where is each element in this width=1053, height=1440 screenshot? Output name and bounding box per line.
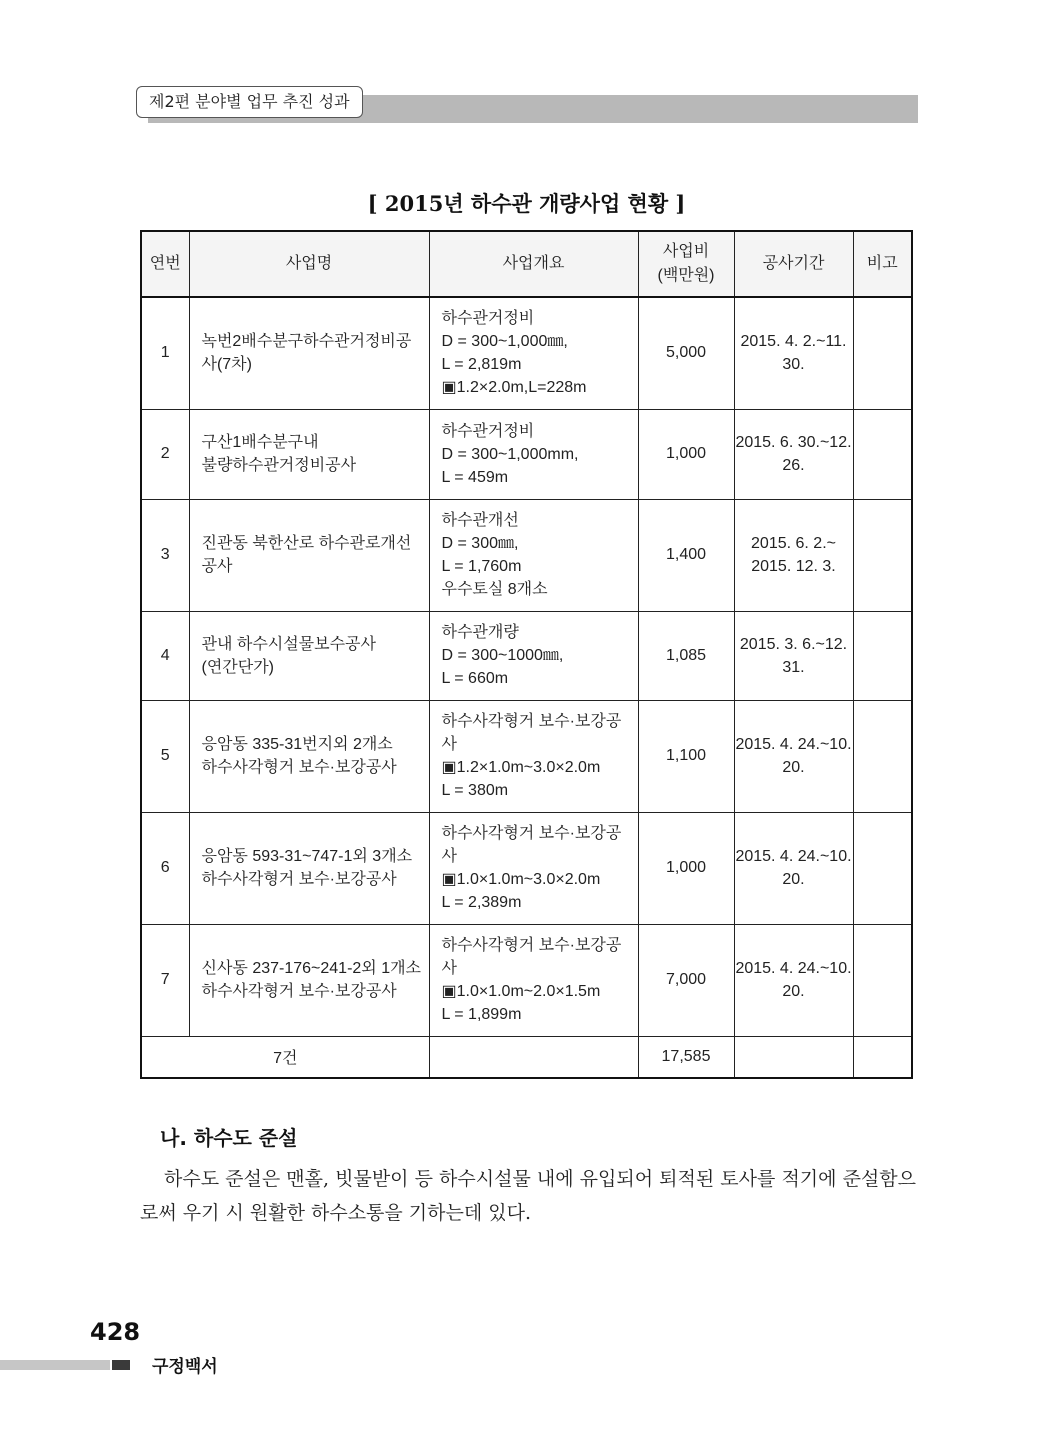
name-line: 신사동 237-176~241-2외 1개소	[201, 960, 422, 977]
desc-line: L = 380m	[441, 782, 509, 799]
cell-period	[734, 812, 853, 924]
section-label: 제2편 분야별 업무 추진 성과	[136, 86, 363, 118]
cell-name	[189, 499, 429, 611]
desc-line: L = 1,760m	[441, 558, 522, 575]
desc-line: L = 1,899m	[441, 1006, 522, 1023]
total-desc-empty	[429, 1036, 638, 1078]
desc-line: D = 300~1,000㎜,	[441, 333, 568, 351]
cell-cost: 1,100	[638, 700, 734, 812]
section-heading: 나. 하수도 준설	[160, 1126, 298, 1150]
cell-name	[189, 409, 429, 499]
name-line: 녹번2배수분구하수관거정비공	[201, 333, 412, 351]
cell-cost: 1,085	[638, 611, 734, 700]
table-title: [ 2015년 하수관 개량사업 현황 ]	[367, 191, 686, 216]
table-row	[141, 409, 912, 499]
period-line: 30.	[782, 356, 805, 374]
table-row	[141, 611, 912, 700]
cell-note	[853, 611, 912, 700]
cell-cost: 1,400	[638, 499, 734, 611]
cell-name	[189, 611, 429, 700]
name-line: 응암동 593-31~747-1외 3개소	[201, 848, 413, 865]
cell-no: 4	[141, 611, 189, 700]
desc-line: 사	[441, 848, 457, 865]
desc-line: 하수관거정비	[441, 422, 535, 440]
header-cost-line2: (백만원)	[657, 267, 715, 284]
table-total-row	[141, 1036, 912, 1078]
period-line: 2015. 6. 2.~	[751, 535, 836, 552]
period-line: 31.	[782, 658, 805, 676]
cell-note	[853, 700, 912, 812]
cell-desc	[429, 700, 638, 812]
cell-period	[734, 611, 853, 700]
period-line: 20.	[782, 759, 805, 776]
cell-no: 2	[141, 409, 189, 499]
name-line: 구산1배수분구내	[201, 434, 319, 451]
cell-note	[853, 812, 912, 924]
name-line: (연간단가)	[201, 658, 274, 676]
desc-line: D = 300~1,000mm,	[441, 445, 579, 463]
cell-period	[734, 409, 853, 499]
period-line: 2015. 4. 24.~10.	[735, 736, 852, 753]
header-period: 공사기간	[734, 231, 853, 297]
table-row	[141, 499, 912, 611]
name-line: 하수사각형거 보수·보강공사	[201, 983, 397, 1000]
total-count: 7건	[141, 1036, 429, 1078]
name-line: 하수사각형거 보수·보강공사	[201, 759, 397, 776]
cell-cost: 7,000	[638, 924, 734, 1036]
name-line: 사(7차)	[201, 356, 252, 374]
desc-line: ▣1.0×1.0m~3.0×2.0m	[441, 871, 601, 888]
cell-name	[189, 924, 429, 1036]
desc-line: L = 660m	[441, 670, 509, 687]
table-row	[141, 700, 912, 812]
header-cost	[638, 231, 734, 297]
desc-line: ▣1.2×1.0m~3.0×2.0m	[441, 759, 601, 776]
table-row	[141, 812, 912, 924]
desc-line: L = 2,389m	[441, 894, 522, 911]
book-title: 구정백서	[152, 1357, 218, 1377]
page-number: 428	[90, 1318, 141, 1346]
cell-name	[189, 700, 429, 812]
cell-desc	[429, 297, 638, 409]
cell-desc	[429, 611, 638, 700]
desc-line: D = 300㎜,	[441, 535, 519, 552]
cell-name	[189, 812, 429, 924]
cell-desc	[429, 499, 638, 611]
total-cost: 17,585	[638, 1036, 734, 1078]
header-desc: 사업개요	[429, 231, 638, 297]
cell-note	[853, 924, 912, 1036]
desc-line: 하수관거정비	[441, 310, 535, 328]
name-line: 하수사각형거 보수·보강공사	[201, 871, 397, 888]
period-line: 2015. 4. 24.~10.	[735, 960, 852, 977]
paragraph-text: 하수도 준설은 맨홀, 빗물받이 등 하수시설물 내에 유입되어 퇴적된 토사를 적기에 준설함으로써 우기 시 원활한 하수소통을 기하는데 있다.	[140, 1168, 916, 1224]
table-row	[141, 924, 912, 1036]
period-line: 20.	[782, 983, 805, 1000]
period-line: 2015. 4. 2.~11.	[740, 333, 847, 351]
footer-square	[112, 1360, 130, 1370]
desc-line: L = 2,819m	[441, 356, 522, 374]
cell-no: 7	[141, 924, 189, 1036]
desc-line: 우수토실 8개소	[441, 581, 548, 598]
desc-line: 하수사각형거 보수·보강공	[441, 713, 622, 730]
total-note-empty	[853, 1036, 912, 1078]
cell-period	[734, 297, 853, 409]
desc-line: 사	[441, 736, 457, 753]
cell-cost: 5,000	[638, 297, 734, 409]
desc-line: ▣1.0×1.0m~2.0×1.5m	[441, 983, 601, 1000]
table-row	[141, 297, 912, 409]
desc-line: 사	[441, 960, 457, 977]
cell-period	[734, 700, 853, 812]
header-note: 비고	[853, 231, 912, 297]
name-line: 관내 하수시설물보수공사	[201, 635, 376, 653]
desc-line: L = 459m	[441, 468, 509, 486]
desc-line: D = 300~1000㎜,	[441, 647, 564, 664]
cell-note	[853, 499, 912, 611]
name-line: 응암동 335-31번지외 2개소	[201, 736, 393, 753]
name-line: 불량하수관거정비공사	[201, 457, 357, 474]
desc-line: 하수관개량	[441, 624, 519, 641]
period-line: 2015. 6. 30.~12.	[735, 434, 852, 451]
name-line: 공사	[201, 558, 233, 575]
cell-desc	[429, 409, 638, 499]
desc-line: ▣1.2×2.0m,L=228m	[441, 379, 587, 397]
cell-period	[734, 924, 853, 1036]
header-no: 연번	[141, 231, 189, 297]
cell-no: 3	[141, 499, 189, 611]
cell-name	[189, 297, 429, 409]
header-name: 사업명	[189, 231, 429, 297]
cell-cost: 1,000	[638, 812, 734, 924]
desc-line: 하수관개선	[441, 512, 519, 529]
name-line: 진관동 북한산로 하수관로개선	[201, 535, 412, 552]
header-cost-line1: 사업비	[662, 243, 710, 260]
footer-bar	[0, 1360, 110, 1370]
cell-no: 6	[141, 812, 189, 924]
cell-cost: 1,000	[638, 409, 734, 499]
section-paragraph	[140, 1162, 916, 1230]
period-line: 2015. 3. 6.~12.	[739, 635, 848, 653]
project-table	[140, 230, 913, 1079]
cell-period	[734, 499, 853, 611]
cell-note	[853, 409, 912, 499]
table-header-row	[141, 231, 912, 297]
cell-desc	[429, 924, 638, 1036]
period-line: 20.	[782, 871, 805, 888]
total-period-empty	[734, 1036, 853, 1078]
period-line: 2015. 4. 24.~10.	[735, 848, 852, 865]
period-line: 2015. 12. 3.	[751, 558, 836, 575]
cell-no: 1	[141, 297, 189, 409]
cell-desc	[429, 812, 638, 924]
period-line: 26.	[782, 457, 805, 474]
cell-note	[853, 297, 912, 409]
desc-line: 하수사각형거 보수·보강공	[441, 825, 622, 842]
desc-line: 하수사각형거 보수·보강공	[441, 937, 622, 954]
cell-no: 5	[141, 700, 189, 812]
